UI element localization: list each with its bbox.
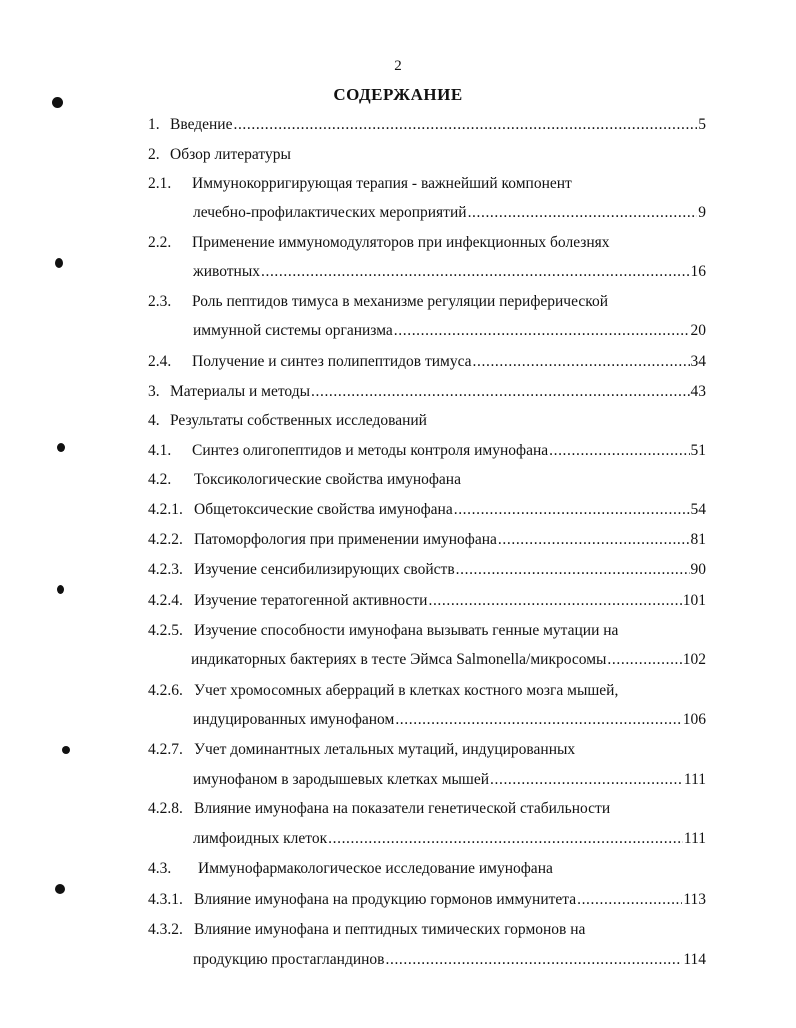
scan-speck <box>57 585 64 594</box>
scan-speck <box>52 97 63 108</box>
leader-dots <box>456 559 690 581</box>
toc-entry: 4.3.1. Влияние имунофана на продукцию гормонов иммунитета ..... 113 <box>148 889 706 911</box>
leader-dots <box>549 440 689 462</box>
leader-dots <box>577 889 682 911</box>
page-title: СОДЕРЖАНИЕ <box>333 85 463 104</box>
toc-entry-continuation: индикаторных бактериях в тесте Эймса Salmonella/микросомы ..... 102 <box>191 649 706 671</box>
leader-dots <box>395 709 681 731</box>
leader-dots <box>498 529 690 551</box>
toc-entry: 2. Обзор литературы <box>148 146 291 163</box>
leader-dots <box>233 114 697 136</box>
leader-dots <box>490 769 683 791</box>
leader-dots <box>428 590 681 612</box>
leader-dots <box>311 381 689 403</box>
toc-entry: 2.3. Роль пептидов тимуса в механизме регуляции периферической <box>148 293 609 310</box>
toc-entry: 4.3.2. Влияние имунофана и пептидных тимических гормонов на <box>148 921 586 938</box>
toc-entry-continuation: животных ..... 16 <box>193 261 706 283</box>
leader-dots <box>261 261 690 283</box>
scan-speck <box>55 258 63 268</box>
leader-dots <box>473 351 690 373</box>
leader-dots <box>454 499 690 521</box>
toc-entry-continuation: индуцированных имунофаном ..... 106 <box>193 709 706 731</box>
scan-speck <box>62 746 70 754</box>
toc-entry: 4.2.1. Общетоксические свойства имунофана ..... 54 <box>148 499 706 521</box>
scan-speck <box>55 884 65 894</box>
leader-dots <box>394 320 690 342</box>
toc-entry: 2.1. Иммунокорригирующая терапия - важнейший компонент <box>148 175 572 192</box>
toc-entry: 4.2. Токсикологические свойства имунофана <box>148 471 461 488</box>
toc-entry: 2.2. Применение иммуномодуляторов при инфекционных болезнях <box>148 234 610 251</box>
toc-entry-continuation: иммунной системы организма ..... 20 <box>193 320 706 342</box>
leader-dots <box>328 828 683 850</box>
toc-entry: 4. Результаты собственных исследований <box>148 412 427 429</box>
scan-speck <box>57 443 65 452</box>
toc-entry: 4.2.6. Учет хромосомных аберраций в клетках костного мозга мышей, <box>148 682 619 699</box>
toc-entry: 4.2.4. Изучение тератогенной активности ..... 101 <box>148 590 706 612</box>
toc-entry: 4.2.8. Влияние имунофана на показатели генетической стабильности <box>148 800 611 817</box>
leader-dots <box>468 202 698 224</box>
toc-entry: 3. Материалы и методы ..... 43 <box>148 381 706 403</box>
toc-entry: 4.3. Иммунофармакологическое исследование имунофана <box>148 860 553 877</box>
toc-entry-continuation: продукцию простагландинов ..... 114 <box>193 949 706 971</box>
toc-entry: 2.4. Получение и синтез полипептидов тимуса ..... 34 <box>148 351 706 373</box>
toc-entry-introduction: 1. Введение ..... 5 <box>148 114 706 136</box>
toc-entry: 4.1. Синтез олигопептидов и методы контроля имунофана ..... 51 <box>148 440 706 462</box>
toc-entry: 4.2.7. Учет доминантных летальных мутаций, индуцированных <box>148 741 576 758</box>
toc-entry-continuation: лечебно-профилактических мероприятий ..... 9 <box>193 202 706 224</box>
toc-entry-continuation: лимфоидных клеток ..... 111 <box>193 828 706 850</box>
page-number: 2 <box>394 58 402 74</box>
toc-entry: 4.2.5. Изучение способности имунофана вызывать генные мутации на <box>148 622 619 639</box>
toc-entry: 4.2.3. Изучение сенсибилизирующих свойств ..... 90 <box>148 559 706 581</box>
toc-entry: 4.2.2. Патоморфология при применении имунофана ..... 81 <box>148 529 706 551</box>
leader-dots <box>386 949 683 971</box>
leader-dots <box>607 649 681 671</box>
toc-entry-continuation: имунофаном в зародышевых клетках мышей ..... 111 <box>193 769 706 791</box>
